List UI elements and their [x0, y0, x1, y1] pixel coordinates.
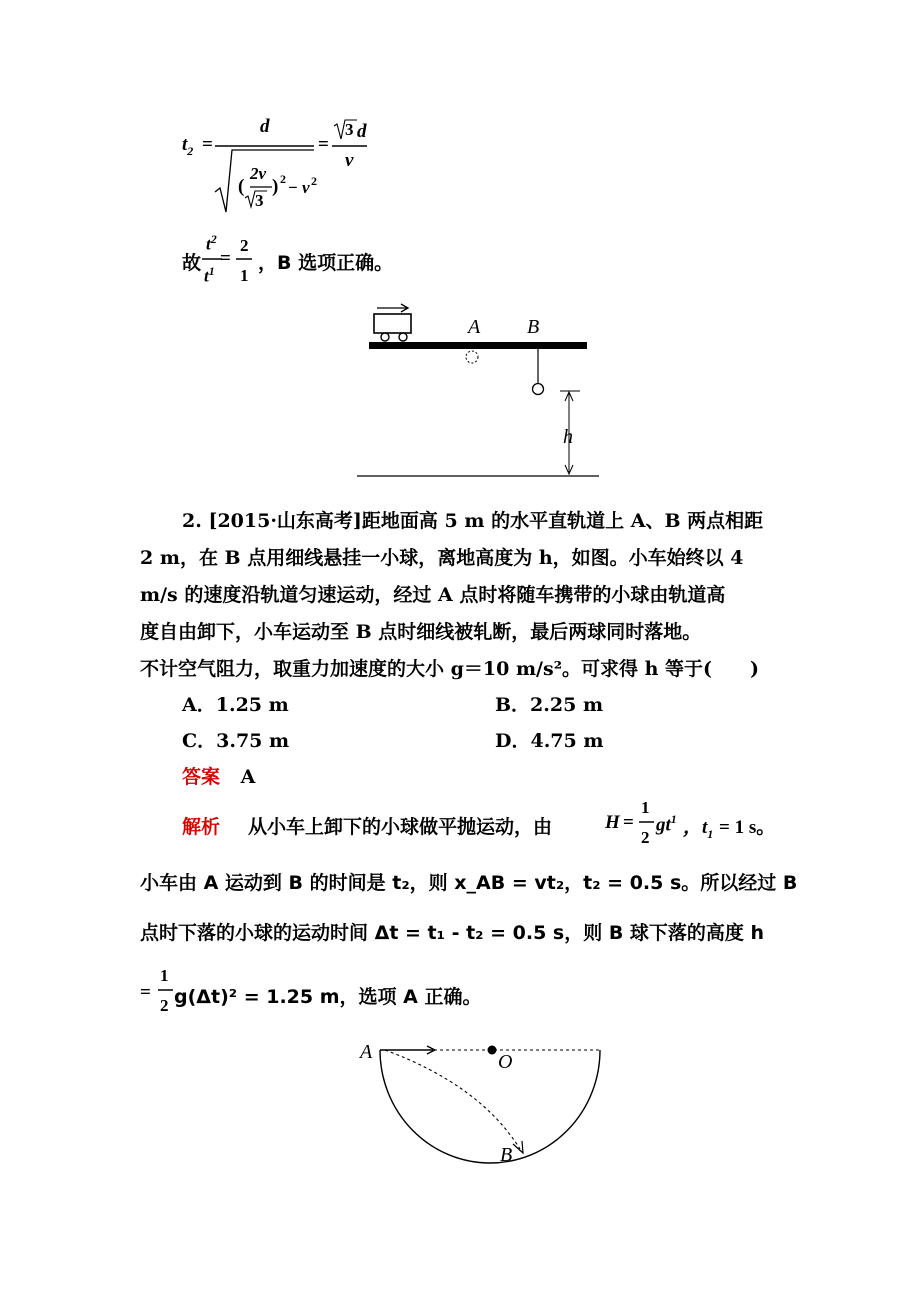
option-b: B．2.25 m: [495, 694, 604, 716]
analysis-line1-frac-num: 1: [641, 798, 650, 817]
answer-value: A: [240, 766, 256, 788]
analysis-line4-eq: =: [140, 982, 151, 1003]
formula-t2: [182, 112, 382, 222]
analysis-line4-frac-num: 1: [160, 966, 169, 985]
formula-t2-result-den: v: [345, 150, 354, 171]
conclusion-eq: =: [220, 248, 231, 269]
analysis-line4-rest: g(Δt)² = 1.25 m，选项 A 正确。: [174, 986, 482, 1008]
formula-t2-v: v: [302, 178, 310, 197]
figure1-label-a: A: [468, 316, 481, 338]
question-line-4: 度自由卸下，小车运动至 B 点时细线被轧断，最后两球同时落地。: [140, 621, 702, 643]
question-line-3: m/s 的速度沿轨道匀速运动，经过 A 点时将随车携带的小球由轨道高: [140, 584, 726, 606]
formula-t2-result-d: d: [357, 121, 367, 142]
figure-cart-drawing: [355, 300, 615, 485]
figure2-label-a: A: [360, 1041, 373, 1063]
conclusion-den: $t^1$: [204, 264, 215, 286]
formula-t2-numerator: d: [260, 116, 270, 137]
analysis-label: 解析: [182, 816, 221, 838]
analysis-line-4: [140, 962, 640, 1022]
figure-cart-track: [355, 300, 615, 485]
option-d: D．4.75 m: [495, 730, 604, 752]
formula-t2-sq: 2: [280, 172, 286, 186]
formula-t2-eq: =: [202, 134, 213, 155]
formula-t2-inner-num: 2v: [250, 164, 267, 183]
figure1-label-b: B: [527, 316, 540, 338]
analysis-line-2: 小车由 A 运动到 B 的时间是 t₂，则 x_AB = vt₂，t₂ = 0.5 s。所以经过 B: [140, 872, 798, 894]
conclusion-val-den: 1: [240, 266, 249, 285]
formula-t2-lhs: $t_2$: [182, 134, 194, 158]
analysis-line1-H: H: [605, 812, 620, 833]
conclusion-prefix: 故: [182, 252, 202, 274]
conclusion-num: $t^2$: [206, 232, 217, 254]
analysis-line1-eq: =: [623, 812, 634, 833]
conclusion-suffix: ，B 选项正确。: [258, 252, 394, 274]
formula-t2-minus: −: [288, 178, 298, 197]
analysis-line1-gt: $gt^1$: [656, 812, 677, 836]
figure2-label-b: B: [500, 1144, 513, 1166]
formula-t2-eq2: =: [318, 134, 329, 155]
analysis-line-3: 点时下落的小球的运动时间 Δt = t₁ - t₂ = 0.5 s，则 B 球下落的高度 h: [140, 922, 765, 944]
formula-t2-paren-open: (: [238, 176, 245, 197]
answer-row: [182, 762, 255, 789]
formula-t2-inner-den: 3: [255, 191, 264, 210]
conclusion-val-num: 2: [240, 236, 249, 255]
analysis-line-1: [182, 798, 802, 858]
option-c: C．3.75 m: [182, 730, 290, 752]
formula-t2-paren-close: ): [272, 176, 279, 197]
figure-semicircle-drawing: [355, 1035, 615, 1175]
option-a: A．1.25 m: [182, 694, 289, 716]
conclusion-bars: [202, 232, 262, 292]
conclusion-line: [182, 232, 422, 292]
figure-semicircle: [355, 1035, 615, 1175]
figure1-label-h: h: [563, 426, 573, 448]
formula-t2-result-root: 3: [345, 120, 354, 139]
analysis-line1-frac-den: 2: [641, 828, 650, 847]
analysis-line4-frac-den: 2: [160, 996, 169, 1015]
question-line-5: 不计空气阻力，取重力加速度的大小 g＝10 m/s²。可求得 h 等于( ): [140, 658, 760, 680]
figure2-label-o: O: [498, 1051, 513, 1073]
formula-t2-v-sq: 2: [311, 174, 317, 188]
analysis-line1-end: = 1 s。: [719, 817, 776, 838]
answer-label: 答案: [182, 766, 221, 788]
analysis-line1-t1: ，$t_1$: [683, 817, 714, 841]
analysis-line1-text: 从小车上卸下的小球做平抛运动，由: [248, 816, 553, 838]
question-line-2: 2 m，在 B 点用细线悬挂一小球，离地高度为 h，如图。小车始终以 4: [140, 547, 744, 569]
question-line-1: 2. [2015·山东高考]距地面高 5 m 的水平直轨道上 A、B 两点相距: [182, 510, 764, 532]
